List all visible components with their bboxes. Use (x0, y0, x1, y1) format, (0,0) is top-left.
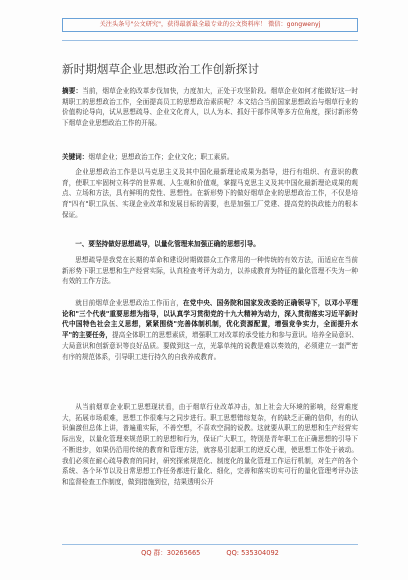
footer-rule (62, 544, 358, 545)
header-banner: 关注头条号"公文研究"，获得最新最全最专业的公文资料库！ 微信：gongwenyj (62, 18, 358, 32)
body-section-3 (62, 298, 358, 362)
body-section-1 (62, 167, 358, 221)
abstract-label: 摘要： (62, 87, 83, 95)
paragraph-3-tail: 提高全体职工的思想素质，增强职工对改革的承受能力和参与意识。培养全局意识、大局意识和创新意识等良好品质。要做到这一点，光靠单纯的说教是难以奏效的，必须建立一套严密有序的规范体系，引导职工进行持久的自我养成教育。 (62, 331, 359, 361)
paragraph-3-lead: 就目前烟草企业思想政治工作而言， (75, 299, 183, 307)
body-section-2 (62, 255, 358, 287)
keywords-text: 烟草企业；思想政治工作；企业文化；职工素质。 (88, 153, 234, 161)
paragraph-1: 企业思想政治工作是以马克思主义及其中国化最新理论成果为指导，进行有组织、有意识的教育，使职工牢固树立科学的世界观、人生观和价值观，掌握马克思主义及其中国化最新理论成果的观点、立场和方法，具有鲜明的党性、思想性。在新形势下的做好烟草企业的思想政治工作，不仅是培育"四有"职工队伍、实现企业改革和发展目标的需要，也是加强工厂党建、提高党的执政能力的根本保证。 (62, 168, 358, 219)
keywords-block (62, 152, 358, 163)
footer-contact (62, 548, 358, 558)
abstract-block (62, 86, 358, 129)
header-rule (62, 40, 358, 41)
document-title: 新时期烟草企业思想政治工作创新探讨 (62, 62, 260, 76)
footer-qq: QQ: 535304092 (226, 549, 279, 557)
paragraph-3 (62, 298, 358, 362)
paragraph-2: 思想疏导是我党在长期的革命和建设时期做群众工作常用的一种传统的有效方法，而适应在当前新形势下职工思想和生产经营实际，认真检查考评为动力，以养成教育为特征的量化管理不失为一种有效的工作方法。 (62, 256, 358, 286)
section-heading-block (62, 239, 358, 250)
footer-qq-group: QQ 群：30265665 (141, 549, 201, 557)
paragraph-3-emphasis: 在党中央、国务院和国家发改委的正确领导下，以邓小平理论和"三个代表"重要思想为指导，以认真学习贯彻党的十九大精神为动力，深入贯彻落实习近平新时代中国特色社会主义思想，紧紧围绕"完善体制机制，优化资源配置，增强竞争实力，全面提升水平"的主要任务， (62, 299, 359, 340)
section-heading-1: 一、要坚持做好思想疏导，以量化管理来加强正确的思想引导。 (75, 240, 260, 248)
keywords-label: 关键词： (62, 153, 89, 161)
paragraph-4: 从当前烟草企业职工思想现状看，由于烟草行业改革冲击，加上社会大环境的影响，经营难度大，拓展市场艰难，思想工作很难与之同步进行。职工思想错综复杂，有的缺乏正确的信仰，有的认识偏激但总体上讲，普遍重实际，不善空想，不喜欢空洞的说教。这就要从职工的思想和生产经营实际出发，以量化管理来规范职工的思想和行为，保证广大职工，特别是青年职工在正确思想的引导下不断进步，如果仍沿用传统的教育和管理方法，就容易引起职工的逆反心理，使思想工作处于被动。我们必须在耐心疏导教育的同时，研究探索规范化、制度化的量化管理工作运行机制，对生产的各个系统、各个环节以及日常思想工作任务都进行量化、细化，完善和落实切实可行的量化管理考评办法和监督检查工作制度，做到措施到位，结果透明公开 (62, 403, 358, 486)
abstract-text: 当前，烟草企业的改革步伐加快，力度加大，正处于攻坚阶段。烟草企业如何才能做好这一时期职工的思想政治工作，全面提高员工的思想政治素质呢？本文结合当前国家思想政治与烟草行业的价值构论导向，试从思想疏导、企业文化育人，以人为本、抓好干部作风等多方位角度，探讨新形势下烟草企业思想政治工作的开展。 (62, 87, 359, 128)
body-section-4 (62, 402, 358, 488)
